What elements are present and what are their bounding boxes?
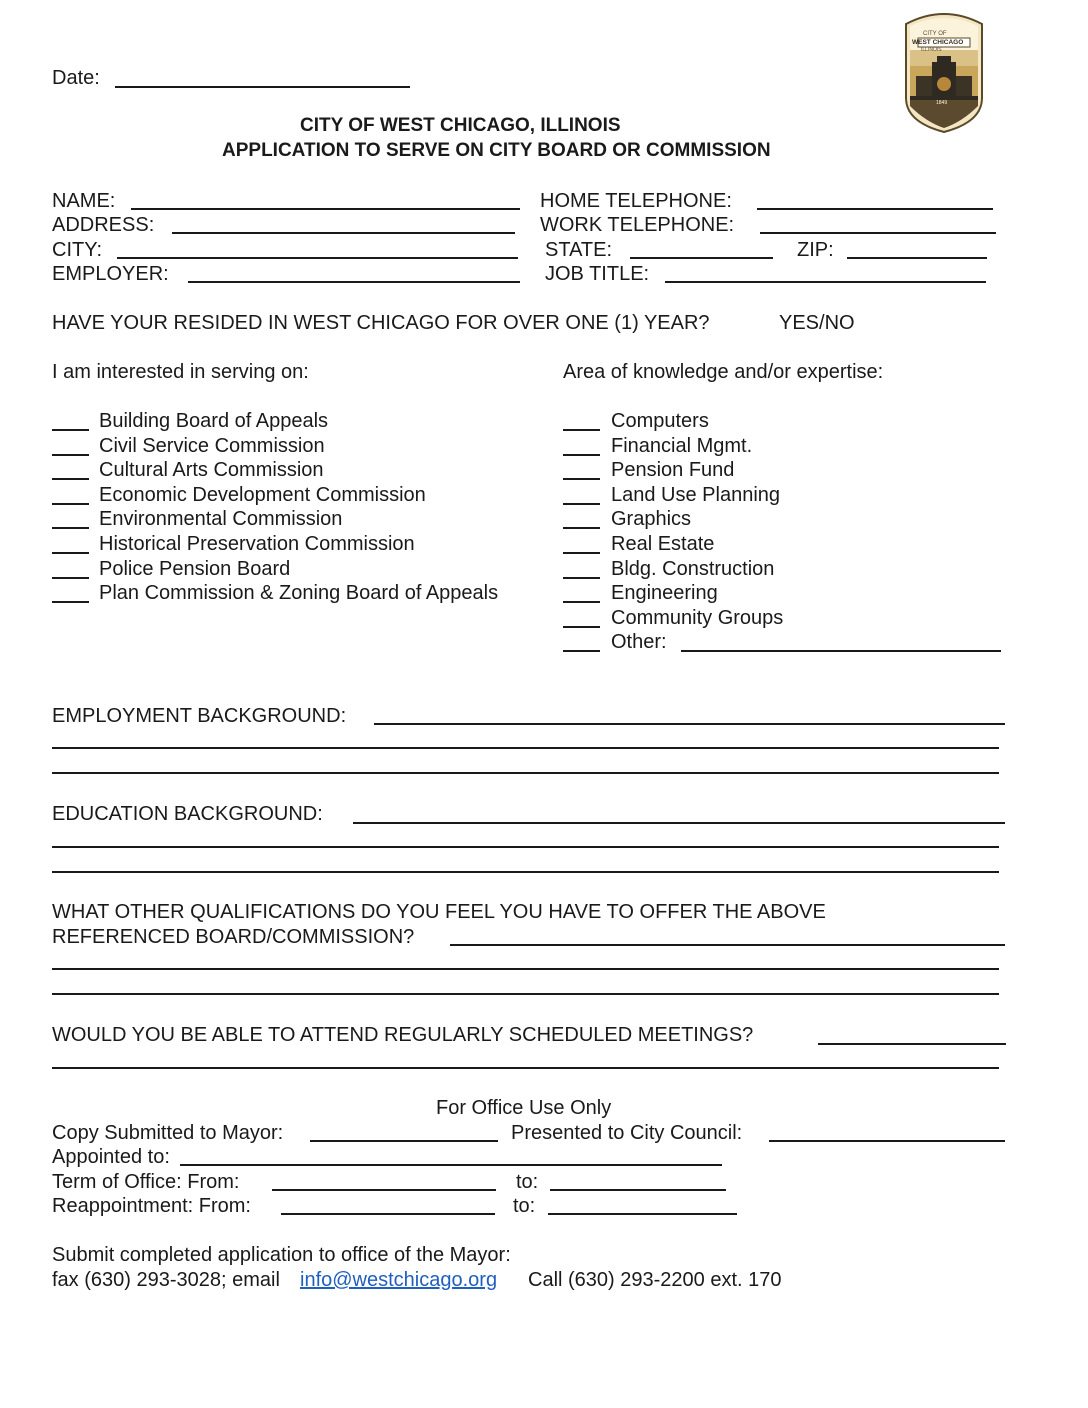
interests-heading: I am interested in serving on: [52, 361, 309, 383]
expertise-checkbox[interactable] [563, 601, 600, 603]
copy-submitted-field[interactable] [310, 1140, 498, 1142]
list-item: Community Groups [611, 607, 784, 629]
page-title: CITY OF WEST CHICAGO, ILLINOIS [300, 115, 621, 136]
name-label: NAME: [52, 190, 116, 212]
meetings-field-line[interactable] [52, 1067, 999, 1069]
job-title-field[interactable] [665, 281, 986, 283]
list-item: Land Use Planning [611, 484, 781, 506]
interest-checkbox[interactable] [52, 601, 89, 603]
call-text: Call (630) 293-2200 ext. 170 [528, 1269, 782, 1291]
meetings-field[interactable] [818, 1043, 1006, 1045]
home-phone-label: HOME TELEPHONE: [540, 190, 732, 212]
date-label: Date: [52, 67, 100, 89]
reappointment-from-field[interactable] [281, 1213, 495, 1215]
employment-field-line[interactable] [52, 747, 999, 749]
qualifications-question-cont: REFERENCED BOARD/COMMISSION? [52, 926, 415, 948]
list-item: Building Board of Appeals [99, 410, 329, 432]
submit-instructions: Submit completed application to office of the Mayor: [52, 1244, 511, 1266]
list-item: Other: [611, 631, 667, 653]
expertise-checkbox[interactable] [563, 626, 600, 628]
list-item: Computers [611, 410, 709, 432]
expertise-checkbox[interactable] [563, 527, 600, 529]
reappointment-to-label: to: [513, 1195, 536, 1217]
zip-field[interactable] [847, 257, 987, 259]
reappointment-label: Reappointment: From: [52, 1195, 251, 1217]
list-item: Historical Preservation Commission [99, 533, 415, 555]
employment-label: EMPLOYMENT BACKGROUND: [52, 705, 347, 727]
list-item: Plan Commission & Zoning Board of Appeals [99, 582, 499, 604]
logo-text-main: WEST CHICAGO [912, 39, 964, 46]
date-field[interactable] [115, 86, 410, 88]
list-item: Environmental Commission [99, 508, 343, 530]
expertise-checkbox[interactable] [563, 429, 600, 431]
residency-options[interactable]: YES/NO [779, 312, 855, 334]
expertise-checkbox[interactable] [563, 503, 600, 505]
employer-field[interactable] [188, 281, 520, 283]
interest-checkbox[interactable] [52, 527, 89, 529]
list-item: Engineering [611, 582, 718, 604]
logo-text-bottom: ILLINOIS [921, 47, 942, 53]
appointed-field[interactable] [180, 1164, 722, 1166]
interest-checkbox[interactable] [52, 454, 89, 456]
expertise-checkbox[interactable] [563, 650, 600, 652]
email-link[interactable]: info@westchicago.org [300, 1269, 498, 1291]
city-label: CITY: [52, 239, 103, 261]
city-field[interactable] [117, 257, 518, 259]
expertise-checkbox[interactable] [563, 478, 600, 480]
other-expertise-field[interactable] [681, 650, 1001, 652]
work-phone-label: WORK TELEPHONE: [540, 214, 735, 236]
interest-checkbox[interactable] [52, 552, 89, 554]
list-item: Civil Service Commission [99, 435, 325, 457]
home-phone-field[interactable] [757, 208, 993, 210]
term-label: Term of Office: From: [52, 1171, 240, 1193]
reappointment-to-field[interactable] [548, 1213, 737, 1215]
city-seal-train-icon [902, 10, 986, 134]
term-to-label: to: [516, 1171, 539, 1193]
education-label: EDUCATION BACKGROUND: [52, 803, 323, 825]
work-phone-field[interactable] [760, 232, 996, 234]
term-to-field[interactable] [550, 1189, 726, 1191]
list-item: Pension Fund [611, 459, 735, 481]
fax-text: fax (630) 293-3028; email [52, 1269, 280, 1291]
logo-text-top: CITY OF [923, 31, 947, 37]
address-label: ADDRESS: [52, 214, 155, 236]
list-item: Economic Development Commission [99, 484, 426, 506]
interest-checkbox[interactable] [52, 503, 89, 505]
name-field[interactable] [131, 208, 520, 210]
list-item: Real Estate [611, 533, 715, 555]
appointed-label: Appointed to: [52, 1146, 170, 1168]
job-title-label: JOB TITLE: [545, 263, 650, 285]
address-field[interactable] [172, 232, 515, 234]
residency-question: HAVE YOUR RESIDED IN WEST CHICAGO FOR OVER ONE (1) YEAR? [52, 312, 710, 334]
expertise-heading: Area of knowledge and/or expertise: [563, 361, 884, 383]
expertise-checkbox[interactable] [563, 552, 600, 554]
page-subtitle: APPLICATION TO SERVE ON CITY BOARD OR COMMISSION [222, 140, 771, 161]
employer-label: EMPLOYER: [52, 263, 169, 285]
employment-field[interactable] [374, 723, 1005, 725]
qualifications-field[interactable] [450, 944, 1005, 946]
term-from-field[interactable] [272, 1189, 496, 1191]
education-field[interactable] [353, 822, 1005, 824]
logo-badge: 1849 [936, 100, 948, 106]
expertise-checkbox[interactable] [563, 454, 600, 456]
list-item: Financial Mgmt. [611, 435, 753, 457]
zip-label: ZIP: [797, 239, 834, 261]
state-label: STATE: [545, 239, 613, 261]
copy-submitted-label: Copy Submitted to Mayor: [52, 1122, 284, 1144]
list-item: Bldg. Construction [611, 558, 775, 580]
employment-field-line[interactable] [52, 772, 999, 774]
presented-field[interactable] [769, 1140, 1005, 1142]
qualifications-field-line[interactable] [52, 968, 999, 970]
list-item: Police Pension Board [99, 558, 291, 580]
meetings-question: WOULD YOU BE ABLE TO ATTEND REGULARLY SCHEDULED MEETINGS? [52, 1024, 754, 1046]
interest-checkbox[interactable] [52, 429, 89, 431]
qualifications-question: WHAT OTHER QUALIFICATIONS DO YOU FEEL YOU HAVE TO OFFER THE ABOVE [52, 901, 826, 923]
state-field[interactable] [630, 257, 773, 259]
education-field-line[interactable] [52, 846, 999, 848]
office-use-heading: For Office Use Only [436, 1097, 612, 1119]
list-item: Cultural Arts Commission [99, 459, 324, 481]
interest-checkbox[interactable] [52, 478, 89, 480]
presented-label: Presented to City Council: [511, 1122, 743, 1144]
education-field-line[interactable] [52, 871, 999, 873]
expertise-checkbox[interactable] [563, 577, 600, 579]
list-item: Graphics [611, 508, 692, 530]
interest-checkbox[interactable] [52, 577, 89, 579]
qualifications-field-line[interactable] [52, 993, 999, 995]
